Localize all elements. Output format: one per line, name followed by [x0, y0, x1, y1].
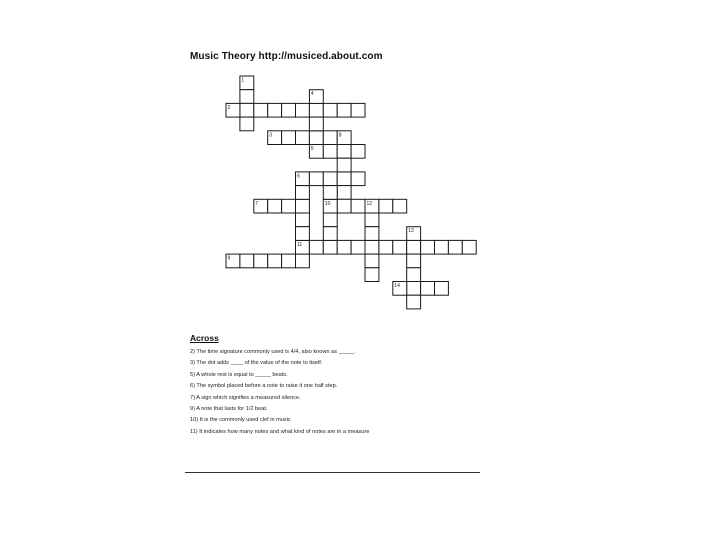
crossword-cell[interactable] [323, 131, 337, 145]
crossword-cell[interactable] [296, 254, 310, 268]
crossword-cell[interactable] [323, 213, 337, 227]
crossword-cell[interactable] [323, 145, 337, 159]
crossword-cell[interactable] [254, 254, 268, 268]
crossword-cell[interactable] [240, 117, 254, 131]
crossword-cell[interactable] [323, 172, 337, 186]
crossword-cell[interactable] [462, 240, 476, 254]
clue-number: 14 [394, 283, 400, 289]
across-clue: 9) A note that lasts for 1/2 beat. [190, 406, 268, 413]
crossword-cell[interactable] [365, 254, 379, 268]
crossword-cell[interactable] [323, 186, 337, 200]
clue-number: 4 [310, 91, 314, 98]
crossword-cell[interactable] [296, 199, 310, 213]
crossword-cell[interactable] [309, 172, 323, 186]
across-clue: 7) A sign which signifies a measured silence. [190, 394, 301, 401]
clue-number: 3 [269, 132, 272, 139]
crossword-cell[interactable] [240, 90, 254, 104]
crossword-cell[interactable] [435, 240, 449, 254]
crossword-cell[interactable] [268, 103, 282, 117]
crossword-cell[interactable] [351, 172, 365, 186]
crossword-cell[interactable] [337, 172, 351, 186]
clue-number: 13 [408, 228, 414, 235]
crossword-cell[interactable] [379, 199, 393, 213]
crossword-cell[interactable] [323, 103, 337, 117]
crossword-cell[interactable] [337, 240, 351, 254]
clue-number: 12 [366, 200, 373, 207]
across-clue: 11) It indicates how many notes and what kind of notes are in a measure [190, 428, 370, 435]
crossword-cell[interactable] [448, 240, 462, 254]
clue-number: 2 [227, 104, 231, 111]
clue-number: 1 [241, 77, 245, 84]
crossword-cell[interactable] [337, 145, 351, 159]
crossword-cell[interactable] [407, 240, 421, 254]
crossword-cell[interactable] [379, 240, 393, 254]
crossword-cell[interactable] [268, 254, 282, 268]
crossword-cell[interactable] [365, 268, 379, 282]
across-clue: 5) A whole rest is equal to _____ beats. [190, 371, 288, 378]
crossword-cell[interactable] [296, 186, 310, 200]
crossword-cell[interactable] [351, 103, 365, 117]
clue-number: 5 [310, 146, 314, 152]
crossword-cell[interactable] [254, 103, 268, 117]
crossword-cell[interactable] [337, 103, 351, 117]
crossword-cell[interactable] [323, 240, 337, 254]
clue-number: 6 [297, 173, 300, 180]
across-clue-list [190, 347, 369, 438]
crossword-cell[interactable] [407, 282, 421, 296]
across-clue: 2) The time signature commonly used is 4/4, also known as _____. [190, 349, 356, 355]
crossword-cell[interactable] [365, 240, 379, 254]
across-clue: 3) The dot adds ____ of the value of the note to itself. [190, 360, 323, 367]
crossword-cell[interactable] [309, 103, 323, 117]
across-heading: Across [190, 333, 219, 343]
clue-number: 10 [324, 200, 331, 207]
crossword-cell[interactable] [351, 145, 365, 159]
crossword-cell[interactable] [421, 282, 435, 296]
crossword-cell[interactable] [407, 254, 421, 268]
crossword-cell[interactable] [365, 213, 379, 227]
crossword-cell[interactable] [435, 282, 449, 296]
crossword-cell[interactable] [407, 295, 421, 309]
crossword-cell[interactable] [365, 227, 379, 241]
crossword-cell[interactable] [240, 254, 254, 268]
crossword-cell[interactable] [282, 199, 296, 213]
crossword-cell[interactable] [337, 199, 351, 213]
crossword-cell[interactable] [323, 227, 337, 241]
crossword-cell[interactable] [351, 199, 365, 213]
crossword-cell[interactable] [393, 199, 407, 213]
crossword-cell[interactable] [296, 103, 310, 117]
across-clue: 6) The symbol placed before a note to raise it one half step. [190, 383, 338, 390]
clue-number: 8 [338, 132, 342, 139]
crossword-cell[interactable] [309, 240, 323, 254]
crossword-cell[interactable] [296, 131, 310, 145]
crossword-cell[interactable] [393, 240, 407, 254]
crossword-cell[interactable] [351, 240, 365, 254]
footer-divider [185, 472, 480, 473]
crossword-cell[interactable] [309, 131, 323, 145]
clue-number: 7 [255, 200, 259, 207]
crossword-cell[interactable] [407, 268, 421, 282]
crossword-cell[interactable] [296, 213, 310, 227]
across-clue: 10) It is the commonly used clef in music [190, 417, 291, 424]
clue-number: 11 [297, 241, 303, 248]
crossword-cell[interactable] [282, 103, 296, 117]
clue-number: 9 [227, 255, 231, 262]
crossword-cell[interactable] [309, 117, 323, 131]
crossword-cell[interactable] [421, 240, 435, 254]
crossword-cell[interactable] [337, 158, 351, 172]
crossword-cell[interactable] [296, 227, 310, 241]
crossword-cell[interactable] [268, 199, 282, 213]
crossword-cell[interactable] [240, 103, 254, 117]
crossword-cell[interactable] [337, 186, 351, 200]
worksheet-title: Music Theory http://musiced.about.com [190, 51, 383, 62]
crossword-cell[interactable] [282, 131, 296, 145]
crossword-cell[interactable] [282, 254, 296, 268]
